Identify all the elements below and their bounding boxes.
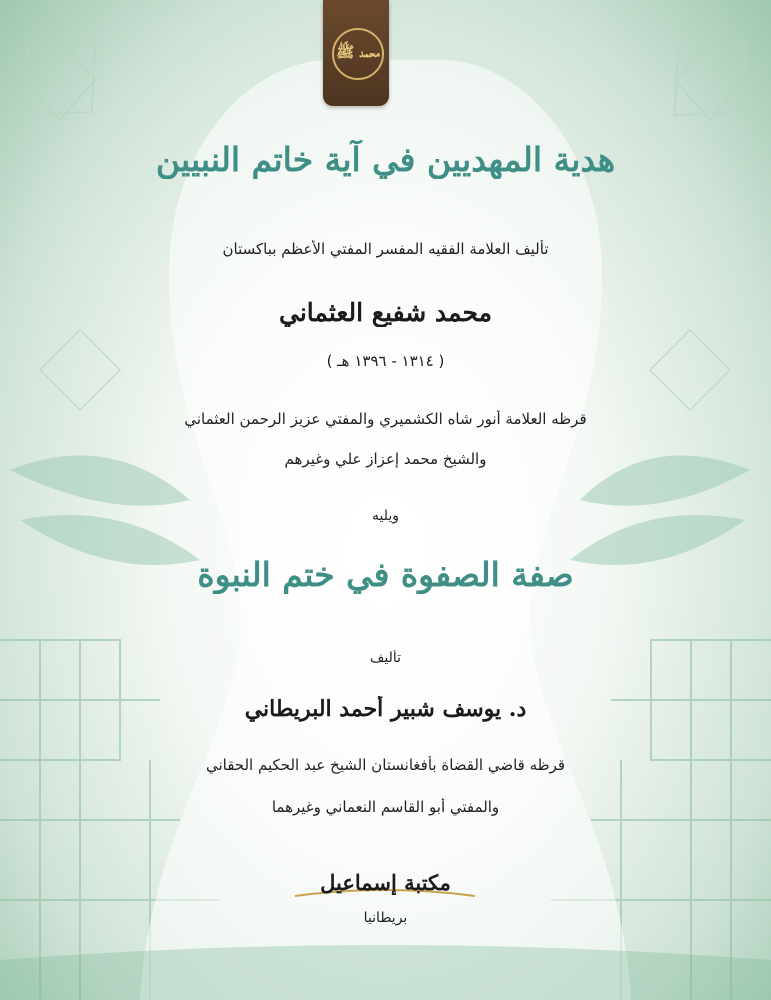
- main-author: محمد شفيع العثماني: [279, 298, 492, 327]
- author-byline: تأليف العلامة الفقيه المفسر المفتي الأعظم بباكستان: [222, 240, 549, 258]
- second-author: د. يوسف شبير أحمد البريطاني: [244, 696, 527, 722]
- publisher-name: مكتبة إسماعيل: [320, 870, 451, 895]
- endorsement-line-3: قرظه قاضي القضاة بأفغانستان الشيخ عبد الحكيم الحقاني: [205, 756, 566, 774]
- main-title: هدية المهديين في آية خاتم النبيين: [155, 140, 616, 179]
- prophet-name-badge: [323, 0, 389, 106]
- endorsement-line-4: والمفتي أبو القاسم النعماني وغيرهما: [271, 798, 500, 816]
- endorsement-line-1: قرظه العلامة أنور شاه الكشميري والمفتي عزيز الرحمن العثماني: [184, 410, 587, 428]
- author-dates: ( ١٣١٤ - ١٣٩٦ هـ ): [326, 352, 445, 370]
- second-title: صفة الصفوة في ختم النبوة: [197, 555, 574, 594]
- second-author-label: تأليف: [369, 650, 402, 666]
- publisher-city: بريطانيا: [363, 910, 408, 926]
- endorsement-line-2: والشيخ محمد إعزاز علي وغيرهم: [284, 450, 487, 468]
- badge-medallion: محمد ﷺ: [332, 28, 384, 80]
- followed-by-label: ويليه: [371, 508, 400, 524]
